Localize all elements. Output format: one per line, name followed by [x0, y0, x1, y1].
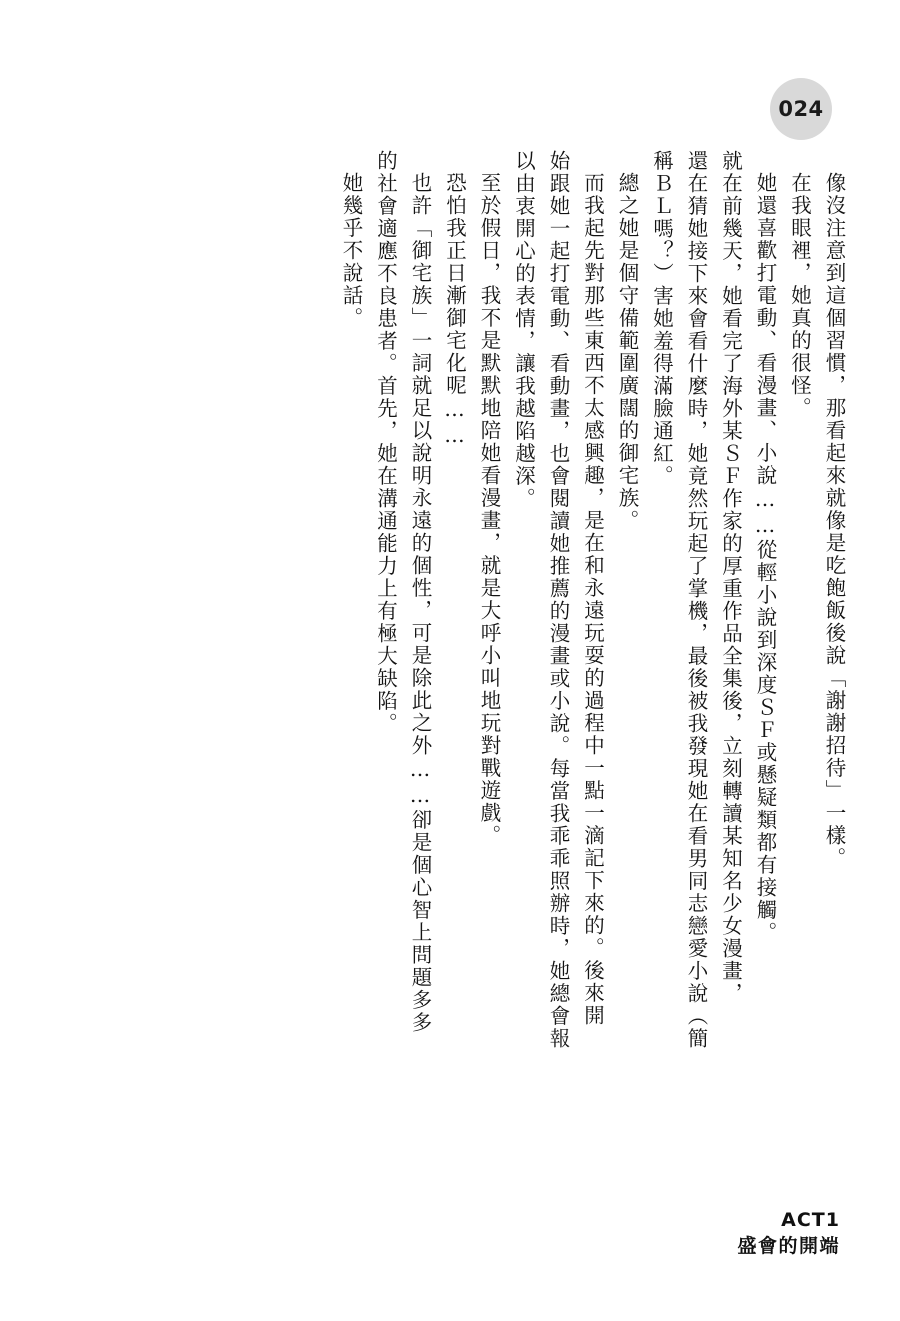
- text-column: 稱ＢＬ嗎？）害她羞得滿臉通紅。: [649, 150, 674, 488]
- text-column: 她還喜歡打電動、看漫畫、小說……從輕小說到深度ＳＦ或懸疑類都有接觸。: [753, 172, 777, 944]
- text-column: 至於假日，我不是默默地陪她看漫畫，就是大呼小叫地玩對戰遊戲。: [477, 172, 501, 847]
- page-number: 024: [778, 97, 824, 121]
- text-column: 還在猜她接下來會看什麼時，她竟然玩起了掌機，最後被我發現她在看男同志戀愛小說（簡: [684, 150, 708, 1050]
- text-column: 像沒注意到這個習慣，那看起來就像是吃飽飯後說「謝謝招待」一樣。: [822, 172, 846, 870]
- text-column: 而我起先對那些東西不太感興趣，是在和永遠玩耍的過程中一點一滴記下來的。後來開: [580, 172, 605, 1027]
- text-column: 她幾乎不說話。: [339, 172, 363, 330]
- text-column: 也許「御宅族」一詞就足以說明永遠的個性，可是除此之外……卻是個心智上問題多多: [408, 172, 432, 1034]
- chapter-subtitle: 盛會的開端: [737, 1235, 840, 1258]
- vertical-text-body: [120, 150, 844, 1131]
- chapter-act-label: ACT1: [781, 1208, 840, 1231]
- text-column: 恐怕我正日漸御宅化呢……: [442, 172, 467, 449]
- text-column: 以由衷開心的表情，讓我越陷越深。: [511, 150, 536, 510]
- page-number-badge: [770, 78, 832, 140]
- text-column: 的社會適應不良患者。首先，她在溝通能力上有極大缺陷。: [373, 150, 398, 735]
- text-column: 始跟她一起打電動、看動畫，也會閱讀她推薦的漫畫或小說。每當我乖乖照辦時，她總會報: [546, 150, 570, 1050]
- chapter-marker: [737, 1209, 840, 1259]
- text-column: 在我眼裡，她真的很怪。: [787, 172, 812, 420]
- text-column: 就在前幾天，她看完了海外某ＳＦ作家的厚重作品全集後，立刻轉讀某知名少女漫畫，: [718, 150, 743, 1005]
- text-column: 總之她是個守備範圍廣闊的御宅族。: [615, 172, 639, 532]
